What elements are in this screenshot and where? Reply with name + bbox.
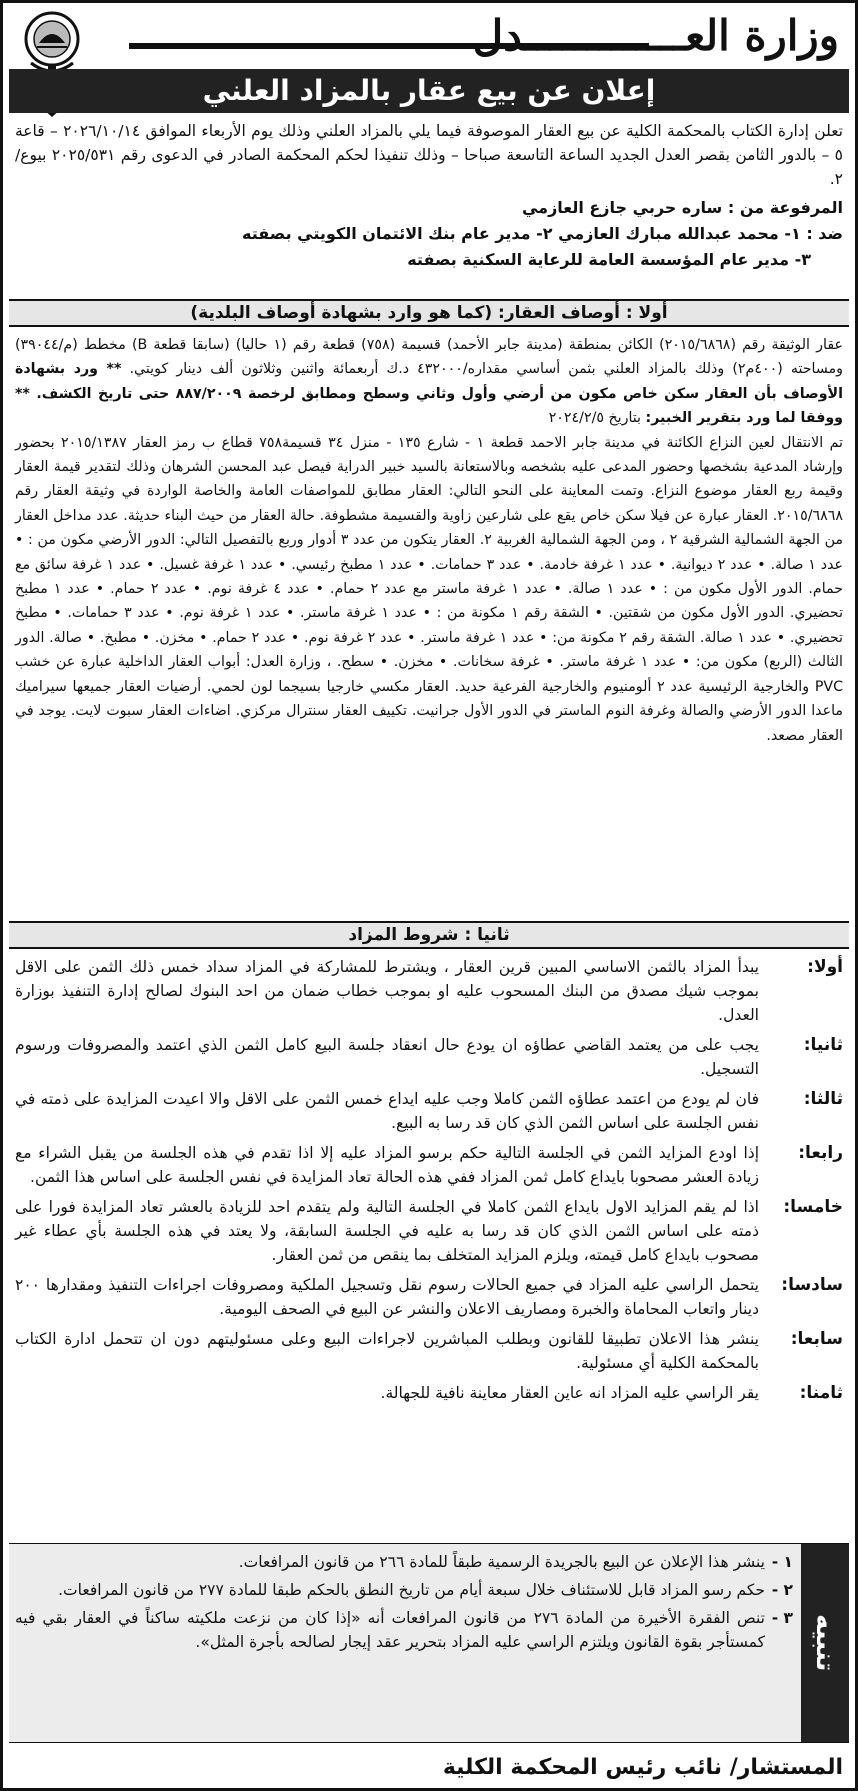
notice-number: ٢ - [771,1581,793,1599]
condition-item [15,1087,843,1135]
notice-number: ١ - [771,1553,793,1571]
notice-box [9,1543,849,1743]
condition-label: ثالثا: [803,1089,843,1109]
property-description [15,333,843,748]
signature-line: المستشار/ نائب رئيس المحكمة الكلية [442,1755,843,1780]
auction-conditions-heading: ثانيا : شروط المزاد [9,921,849,949]
notice-item [15,1578,793,1602]
condition-item [15,1141,843,1189]
notice-text: ينشر هذا الإعلان عن البيع بالجريدة الرسمية طبقاً للمادة ٢٦٦ من قانون المرافعات. [238,1553,765,1571]
condition-text: اذا لم يقم المزايد الاول بايداع الثمن كاملا في الجلسة التالية ولم يتقدم احد للزيادة بالعشر تعاد المزايدة فورا على ذمته على اساس الثمن الذي كان قد رسا به عليه في الجلسة السابقة، ولا يعتد في هذه الجلسة بأي عطاء غير مصحوب بايداع كامل قيمته، ويلزم المزايد المتخلف بما ينقص من ثمن العقار. [15,1198,759,1264]
expert-inspection-text: تم الانتقال لعين النزاع الكائنة في مدينة جابر الاحمد قطعة ١ - شارع ١٣٥ - منزل ٣٤ قسيمة٧٥٨ قطاع ب رمز العقار ٢٠١٥/١٣٨٧ بحضور وإرشاد المدعية بشخصها وحضور المدعى عليه بشخصه وبالاستعانة بالسيد خبير الدراية فيصل عبد المحسن الشرهان وذلك لتقدير قيمة العقار وقيمة ربع العقار موضوع النزاع. وتمت المعاينة على النحو التالي: العقار مطابق للمواصفات العامة والخاصة الواردة في وثيقة العقار رقم ٢٠١٥/٦٨٦٨. العقار عبارة عن فيلا سكن خاص يقع على شارعين زاوية والقسيمة مشطوفة. حالة العقار من حيث البناء حديثة. عدد مداخل العقار من الجهة الشمالية الشرقية ٢ ، ومن الجهة الشمالية الغربية ٢. العقار يتكون من عدد ٣ أدوار وربع بالتفصيل التالي: الدور الأرضي مكون من : • عدد ١ صالة. • عدد ٢ ديوانية. • عدد ١ غرفة خادمة. • عدد ٣ حمامات. • عدد ١ مطبخ رئيسي. • عدد ١ غرفة غسيل. • عدد ١ غرفة سائق مع حمام. الدور الأول مكون من : • عدد ١ صالة. • عدد ١ غرفة ماستر مع عدد ٢ حمام. • عدد ٤ غرفة نوم. • عدد ٢ حمام. • عدد ١ مطبخ تحضيري. الدور الأول مكون من شقتين. • الشقة رقم ١ مكونة من : • عدد ١ غرفة ماستر. • عدد ١ غرفة نوم. • عدد ٣ حمامات. • مطبخ تحضيري. • عدد ١ صالة. الشقة رقم ٢ مكونة من: • عدد ١ غرفة ماستر. • عدد ٢ غرفة نوم. • عدد ٢ حمام. • مخزن. • مطبخ. • صالة. الدور الثالث (الربع) مكون من: • عدد ١ غرفة ماستر. • غرفة سخانات. • مخزن. • سطح. ، وزارة العدل: أبواب العقار الداخلية عبارة عن خشب PVC والخارجية الرئيسية عدد ٢ ألومنيوم والخارجية الفرعية حديد. العقار مكسي خارجيا بسيجما لون لحمي. أرضيات العقار جميعها سيراميك ماعدا الدور الأرضي والصالة وغرفة النوم الماستر في الدور الأول جرانيت. تكييف العقار سنترال مركزي. اضاءات العقار سبوت لايت. يوجد في العقار مصعد. [15,434,844,744]
notice-side-label: تنبيه [801,1544,849,1742]
notice-list [15,1550,793,1658]
masthead [9,9,849,63]
property-description-heading: أولا : أوصاف العقار: (كما هو وارد بشهادة أوصاف البلدية) [9,299,849,327]
condition-label: أولا: [807,957,843,977]
notice-text: تنص الفقرة الأخيرة من المادة ٢٧٦ من قانون المرافعات أنه «إذا كان من نزعت ملكيته ساكناً في العقار بقي فيه كمستأجر بقوة القانون ويلتزم الراسي عليه المزاد بتحرير عقد إيجار لصالحه بأجرة المثل». [15,1609,765,1651]
condition-text: إذا اودع المزايد الثمن في الجلسة التالية حكم برسو المزاد عليه إلا اذا تقدم في هذه الجلسة من يقبل الشراء مع زيادة العشر مصحوبا بايداع كامل ثمن المزاد ففي هذه الحالة تعاد المزايدة في نفس الجلسة على اساس هذا الثمن. [15,1144,759,1186]
expert-report-date: بتاريخ ٢٠٢٤/٢/٥ [548,410,642,427]
plaintiff-line: المرفوعة من : ساره حربي جازع العازمي [521,198,843,217]
condition-item [15,1273,843,1321]
condition-text: فان لم يودع من اعتمد عطاؤه الثمن كاملا وجب عليه ايداع خمس الثمن على الاقل والا اعيدت المزايدة على ذمته في نفس الجلسة على اساس الثمن الذي كان قد رسا به البيع. [15,1090,759,1132]
notice-intro: تعلن إدارة الكتاب بالمحكمة الكلية عن بيع العقار الموصوفة فيما يلي بالمزاد العلني وذلك يوم الأربعاء الموافق ٢٠٢٦/١٠/١٤ – قاعة ٥ – بالدور الثامن بقصر العدل الجديد الساعة التاسعة صباحا – وذلك تنفيذا لحكم المحكمة الصادر في الدعوى رقم ٢٠٢٥/٥٣١ بيوع/٢. [15,122,843,188]
notice-item [15,1550,793,1574]
condition-label: خامسا: [783,1197,843,1217]
condition-item [15,1195,843,1267]
ministry-title: وزارة العـــــــــــــدل [472,11,839,60]
condition-text: يجب على من يعتمد القاضي عطاؤه ان يودع حال انعقاد جلسة البيع كامل الثمن الذي اعتمد والمصروفات ورسوم التسجيل. [15,1036,759,1078]
condition-label: ثامنا: [799,1383,843,1403]
condition-text: يبدأ المزاد بالثمن الاساسي المبين قرين العقار ، ويشترط للمشاركة في المزاد سداد خمس ذلك الثمن على الاقل بموجب شيك مصدق من البنك المسحوب عليه او بموجب خطاب ضمان من احد البنوك لصالح إدارة التنفيذ بوزارة العدل. [15,958,759,1024]
condition-label: ثانيا: [803,1035,843,1055]
notice-headline: إعلان عن بيع عقار بالمزاد العلني [9,69,849,113]
auction-conditions-list [15,955,843,1411]
condition-text: يتحمل الراسي عليه المزاد في جميع الحالات رسوم نقل وتسجيل الملكية ومصروفات اجراءات التنفيذ ومقدارها ٢٠٠ دينار واتعاب المحاماة والخبرة ومصاريف الاعلان والنشر عن البيع في الصحف اليومية. [15,1276,759,1318]
condition-text: يقر الراسي عليه المزاد انه عاين العقار معاينة نافية للجهالة. [380,1384,759,1402]
notice-number: ٣ - [771,1609,793,1627]
condition-text: ينشر هذا الاعلان تطبيقا للقانون وبطلب المباشرين لاجراءات البيع وعلى مسئوليتهم دون ان تتحمل ادارة الكتاب بالمحكمة الكلية أي مسئولية. [15,1330,759,1372]
notice-text: حكم رسو المزاد قابل للاستئناف خلال سبعة أيام من تاريخ النطق بالحكم طبقا للمادة ٢٧٧ من قانون المرافعات. [58,1581,765,1599]
case-parties [15,195,843,273]
defendants-line-1: ضد : ١- محمد عبدالله مبارك العازمي ٢- مدير عام بنك الائتمان الكويتي بصفته [242,224,843,243]
condition-item [15,1327,843,1375]
condition-label: سابعا: [790,1329,843,1349]
defendants-line-2: ٣- مدير عام المؤسسة العامة للرعاية السكنية بصفته [407,250,811,269]
condition-item [15,955,843,1027]
property-deed-text: عقار الوثيقة رقم (٢٠١٥/٦٨٦٨) الكائن بمنطقة (مدينة جابر الأحمد) قسيمة (٧٥٨) قطعة رقم (١ حاليا) (سابقا قطعة B) مخطط (م/٣٩٠٤٤) ومساحته (٤٠٠م٢) وذلك بالمزاد العلني بثمن أساسي مقداره/٤٣٢٠٠٠ د.ك أربعمائة واثنين وثلاثون ألف دينار كويتي. [15,337,843,378]
condition-item [15,1381,843,1405]
condition-item [15,1033,843,1081]
condition-label: سادسا: [781,1275,843,1295]
condition-label: رابعا: [798,1143,843,1163]
notice-item [15,1606,793,1654]
municipality-certificate-note: ** ورد بشهادة الأوصاف بأن العقار سكن خاص مكون من أرضي وأول وثاني وسطح ومطابق لرخصة ٨٨٧/٢٠٠٩ حتى تاريخ الكشف. ** ووفقا لما ورد بتقرير الخبير: [15,361,843,427]
